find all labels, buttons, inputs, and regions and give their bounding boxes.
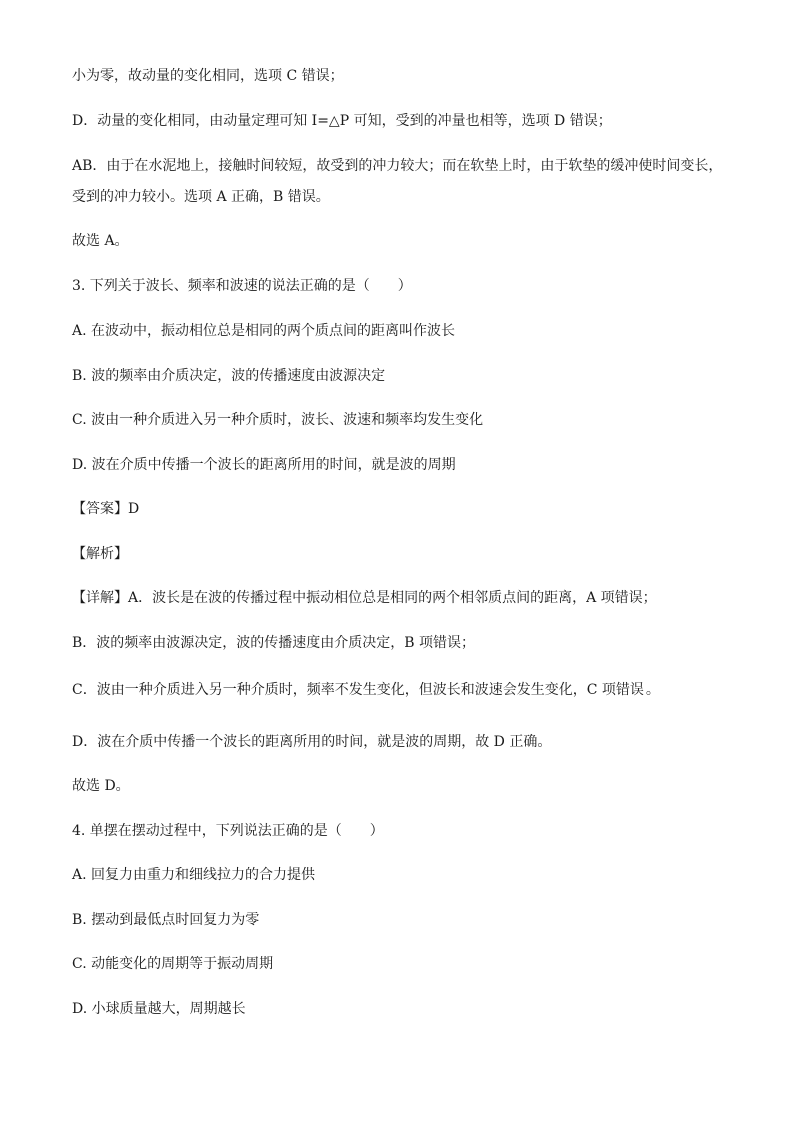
question-3-option-b: B. 波的频率由介质决定，波的传播速度由波源决定 bbox=[72, 368, 386, 384]
detail-label: 【详解】 bbox=[72, 590, 128, 606]
question-3-stem: 3. 下列关于波长、频率和波速的说法正确的是（ ） bbox=[72, 278, 412, 294]
text-line bbox=[72, 680, 660, 700]
text-line-content: C．波由一种介质进入另一种介质时，频率不发生变化，但波长和波速会发生变化，C 项错误 bbox=[72, 682, 644, 698]
trailing-dot: 。 bbox=[645, 682, 660, 698]
text-line: 小为零，故动量的变化相同，选项 C 错误； bbox=[72, 68, 344, 84]
answer-value: D bbox=[128, 501, 140, 517]
analysis-heading: 【解析】 bbox=[72, 546, 128, 562]
question-4-option-b: B. 摆动到最低点时回复力为零 bbox=[72, 912, 260, 928]
text-line: 故选 D。 bbox=[72, 778, 130, 794]
answer-line bbox=[72, 499, 139, 519]
question-3-option-a: A. 在波动中，振动相位总是相同的两个质点间的距离叫作波长 bbox=[72, 323, 456, 339]
question-4-option-a: A. 回复力由重力和细线拉力的合力提供 bbox=[72, 867, 316, 883]
text-line: 受到的冲力较小。选项 A 正确，B 错误。 bbox=[72, 189, 330, 205]
text-line: D．波在介质中传播一个波长的距离所用的时间，就是波的周期，故 D 正确。 bbox=[72, 734, 552, 750]
text-line: B．波的频率由波源决定，波的传播速度由介质决定，B 项错误； bbox=[72, 635, 476, 651]
text-line: D．动量的变化相同，由动量定理可知 I=△P 可知，受到的冲量也相等，选项 D 错误； bbox=[72, 113, 612, 129]
text-line: 故选 A。 bbox=[72, 233, 129, 249]
answer-label: 【答案】 bbox=[72, 501, 128, 517]
question-3-option-c: C. 波由一种介质进入另一种介质时，波长、波速和频率均发生变化 bbox=[72, 412, 484, 428]
text-line: AB．由于在水泥地上，接触时间较短，故受到的冲力较大；而在软垫上时，由于软垫的缓冲使时间变长， bbox=[72, 158, 723, 174]
question-4-stem: 4. 单摆在摆动过程中，下列说法正确的是（ ） bbox=[72, 823, 384, 839]
detail-text: A．波长是在波的传播过程中振动相位总是相同的两个相邻质点间的距离，A 项错误； bbox=[128, 590, 657, 606]
question-4-option-d: D. 小球质量越大，周期越长 bbox=[72, 1001, 246, 1017]
question-3-option-d: D. 波在介质中传播一个波长的距离所用的时间，就是波的周期 bbox=[72, 457, 456, 473]
question-4-option-c: C. 动能变化的周期等于振动周期 bbox=[72, 956, 274, 972]
detail-line bbox=[72, 588, 657, 608]
